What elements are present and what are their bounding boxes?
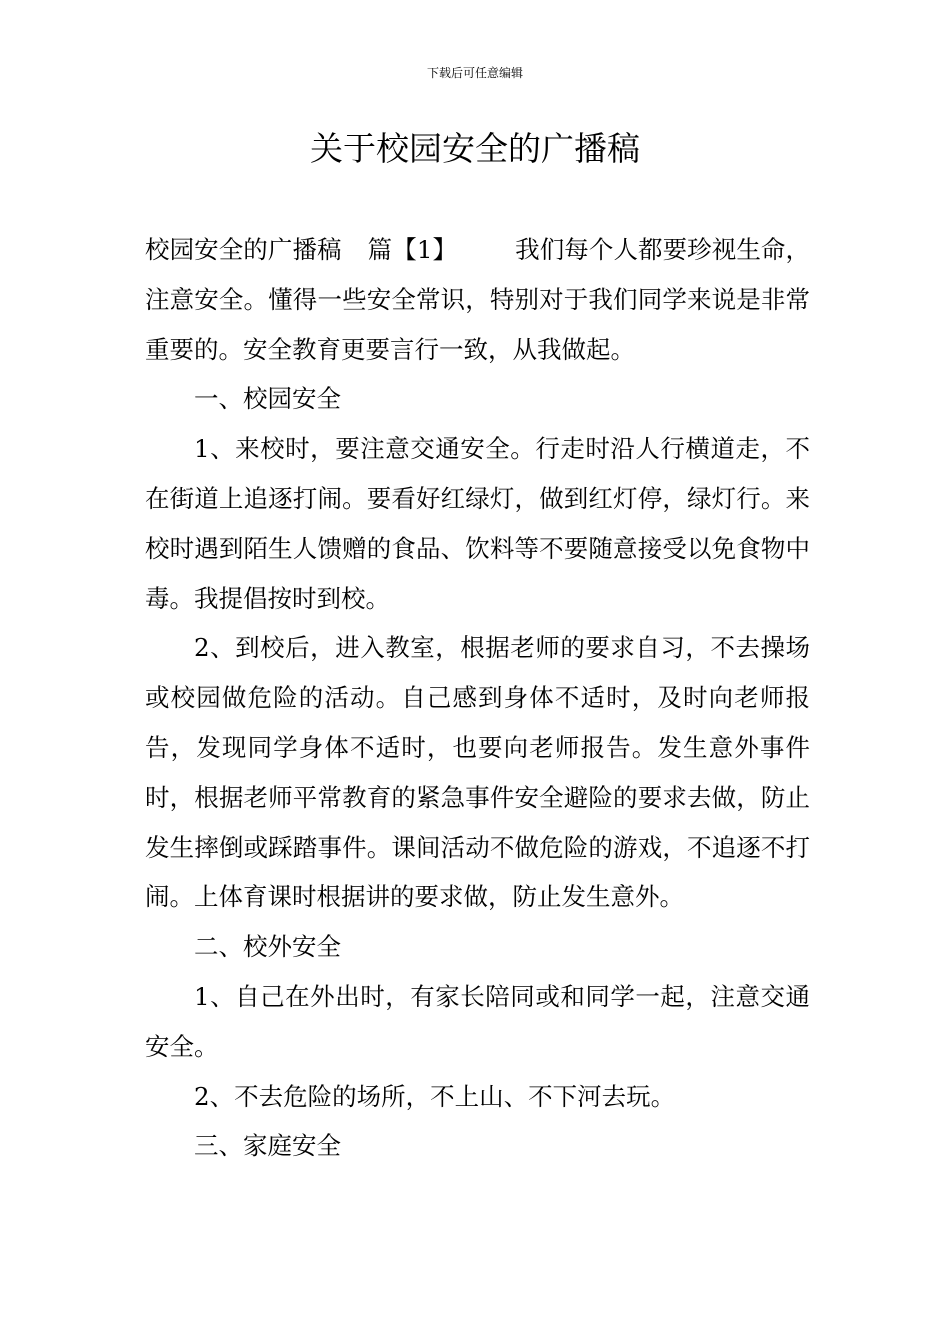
paragraph-campus-2: 2、到校后，进入教室，根据老师的要求自习，不去操场或校园做危险的活动。自己感到身体不适时，及时向老师报告，发现同学身体不适时，也要向老师报告。发生意外事件时，根据老师平常教育的紧急事件安全避险的要求去做，防止发生摔倒或踩踏事件。课间活动不做危险的游戏，不追逐不打闹。上体育课时根据讲的要求做，防止发生意外。 (145, 633, 810, 912)
intro-text: 我们每个人都要珍视生命，注意安全。懂得一些安全常识，特别对于我们同学来说是非常重要的。安全教育更要言行一致，从我做起。 (145, 235, 810, 364)
intro-lead-label: 校园安全的广播稿 (145, 235, 342, 264)
paragraph-campus-1: 1、来校时，要注意交通安全。行走时沿人行横道走，不在街道上追逐打闹。要看好红绿灯，做到红灯停，绿灯行。来校时遇到陌生人馈赠的食品、饮料等不要随意接受以免食物中毒。我提倡按时到校。 (145, 434, 810, 613)
intro-section-label: 篇【1】 (367, 235, 458, 264)
section-heading-home: 三、家庭安全 (194, 1131, 341, 1161)
document-body (145, 225, 810, 1171)
section-heading-off-campus: 二、校外安全 (194, 932, 341, 962)
document-title: 关于校园安全的广播稿 (310, 129, 640, 168)
header-note: 下载后可任意编辑 (426, 66, 523, 80)
section-heading-campus: 一、校园安全 (194, 384, 341, 414)
paragraph-off-campus-1: 1、自己在外出时，有家长陪同或和同学一起，注意交通安全。 (145, 981, 810, 1061)
paragraph-off-campus-2: 2、不去危险的场所，不上山、不下河去玩。 (194, 1081, 676, 1111)
intro-paragraph (145, 225, 810, 374)
